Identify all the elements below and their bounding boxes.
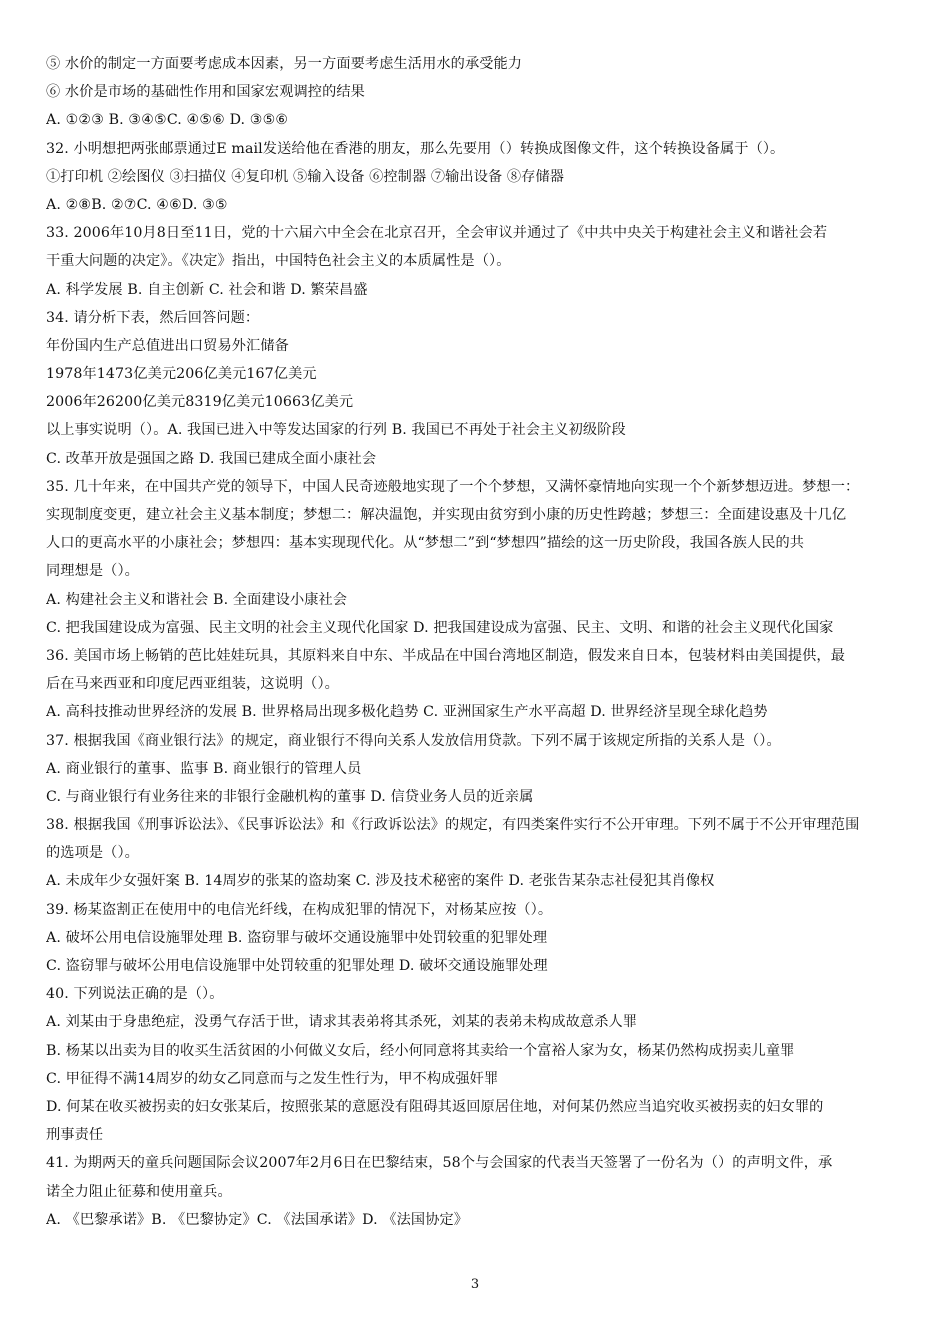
question-39: 39. 杨某盗割正在使用中的电信光纤线，在构成犯罪的情况下，对杨某应按（）。 bbox=[46, 901, 553, 918]
text-line: C. 盗窃罪与破坏公用电信设施罪中处罚较重的犯罪处理 D. 破坏交通设施罪处理 bbox=[46, 958, 548, 974]
question-34: 34. 请分析下表，然后回答问题： bbox=[46, 309, 260, 326]
question-37: 37. 根据我国《商业银行法》的规定，商业银行不得向关系人发放信用贷款。下列不属于该规定所指的关系人是（）。 bbox=[46, 732, 781, 749]
text-line: 人口的更高水平的小康社会；梦想四：基本实现现代化。从“梦想二”到“梦想四”描绘的这一历史阶段，我国各族人民的共 bbox=[46, 535, 805, 552]
text-line: B. 杨某以出卖为目的收买生活贫困的小何做义女后，经小何同意将其卖给一个富裕人家为女，杨某仍然构成拐卖儿童罪 bbox=[46, 1042, 795, 1059]
document-body bbox=[46, 50, 916, 1234]
text-line: A. 刘某由于身患绝症，没勇气存活于世，请求其表弟将其杀死，刘某的表弟未构成故意杀人罪 bbox=[46, 1014, 638, 1031]
text-line: A. 破坏公用电信设施罪处理 B. 盗窃罪与破坏交通设施罪中处罚较重的犯罪处理 bbox=[46, 929, 548, 946]
text-line: 刑事责任 bbox=[46, 1127, 104, 1144]
question-40: 40. 下列说法正确的是（）。 bbox=[46, 986, 224, 1003]
text-line: A. ①②③ B. ③④⑤C. ④⑤⑥ D. ③⑤⑥ bbox=[46, 112, 289, 129]
question-32: 32. 小明想把两张邮票通过E mail发送给他在香港的朋友，那么先要用（）转换成图像文件，这个转换设备属于（）。 bbox=[46, 140, 785, 157]
text-line: ⑤ 水价的制定一方面要考虑成本因素，另一方面要考虑生活用水的承受能力 bbox=[46, 56, 523, 72]
text-line: A. 未成年少女强奸案 B. 14周岁的张某的盗劫案 C. 涉及技术秘密的案件 D. 老张告某杂志社侵犯其肖像权 bbox=[46, 873, 715, 890]
question-41: 41. 为期两天的童兵问题国际会议2007年2月6日在巴黎结束，58个与会国家的代表当天签署了一份名为（）的声明文件，承 bbox=[46, 1155, 833, 1172]
text-line: A. 商业银行的董事、监事 B. 商业银行的管理人员 bbox=[46, 760, 362, 777]
table-row-line: 2006年26200亿美元8319亿美元10663亿美元 bbox=[46, 394, 354, 411]
text-line: 同理想是（）。 bbox=[46, 563, 139, 580]
text-line: C. 把我国建设成为富强、民主文明的社会主义现代化国家 D. 把我国建设成为富强、民主、文明、和谐的社会主义现代化国家 bbox=[46, 619, 834, 636]
text-line: A. 构建社会主义和谐社会 B. 全面建设小康社会 bbox=[46, 591, 348, 608]
text-line: 后在马来西亚和印度尼西亚组装，这说明（）。 bbox=[46, 676, 339, 693]
text-line: 以上事实说明（）。A. 我国已进入中等发达国家的行列 B. 我国已不再处于社会主义初级阶段 bbox=[46, 422, 626, 439]
text-line: A. 高科技推动世界经济的发展 B. 世界格局出现多极化趋势 C. 亚洲国家生产水平高超 D. 世界经济呈现全球化趋势 bbox=[46, 704, 768, 721]
text-line: C. 改革开放是强国之路 D. 我国已建成全面小康社会 bbox=[46, 450, 377, 467]
question-33: 33. 2006年10月8日至11日，党的十六届六中全会在北京召开，全会审议并通过了《中共中央关于构建社会主义和谐社会若 bbox=[46, 225, 828, 242]
text-line: D. 何某在收买被拐卖的妇女张某后，按照张某的意愿没有阻碍其返回原居住地，对何某仍然应当追究收买被拐卖的妇女罪的 bbox=[46, 1098, 824, 1115]
text-line: 实现制度变更，建立社会主义基本制度；梦想二：解决温饱，并实现由贫穷到小康的历史性跨越；梦想三：全面建设惠及十几亿 bbox=[46, 507, 847, 523]
text-line: 干重大问题的决定》。《决定》指出，中国特色社会主义的本质属性是（）。 bbox=[46, 253, 511, 270]
page-number: 3 bbox=[470, 1277, 480, 1292]
text-line: 的选项是（）。 bbox=[46, 845, 139, 862]
table-row-line: 1978年1473亿美元206亿美元167亿美元 bbox=[46, 366, 317, 383]
text-line: 诺全力阻止征募和使用童兵。 bbox=[46, 1183, 232, 1200]
question-38: 38. 根据我国《刑事诉讼法》、《民事诉讼法》和《行政诉讼法》的规定，有四类案件实行不公开审理。下列不属于不公开审理范围 bbox=[46, 817, 860, 834]
text-line: ①打印机 ②绘图仪 ③扫描仪 ④复印机 ⑤输入设备 ⑥控制器 ⑦输出设备 ⑧存储器 bbox=[46, 168, 565, 185]
question-36: 36. 美国市场上畅销的芭比娃娃玩具，其原料来自中东、半成品在中国台湾地区制造，假发来自日本，包装材料由美国提供，最 bbox=[46, 647, 846, 664]
text-line: A. ②⑧B. ②⑦C. ④⑥D. ③⑤ bbox=[46, 196, 228, 213]
text-line: A. 科学发展 B. 自主创新 C. 社会和谐 D. 繁荣昌盛 bbox=[46, 281, 368, 298]
text-line: C. 与商业银行有业务往来的非银行金融机构的董事 D. 信贷业务人员的近亲属 bbox=[46, 788, 534, 805]
text-line: C. 甲征得不满14周岁的幼女乙同意而与之发生性行为，甲不构成强奸罪 bbox=[46, 1070, 499, 1087]
text-line: A. 《巴黎承诺》B. 《巴黎协定》C. 《法国承诺》D. 《法国协定》 bbox=[46, 1211, 469, 1228]
text-line: ⑥ 水价是市场的基础性作用和国家宏观调控的结果 bbox=[46, 84, 365, 101]
question-35: 35. 几十年来，在中国共产党的领导下，中国人民奇迹般地实现了一个个梦想，又满怀豪情地向实现一个个新梦想迈进。梦想一： bbox=[46, 478, 860, 495]
table-header-line: 年份国内生产总值进出口贸易外汇储备 bbox=[46, 337, 289, 354]
